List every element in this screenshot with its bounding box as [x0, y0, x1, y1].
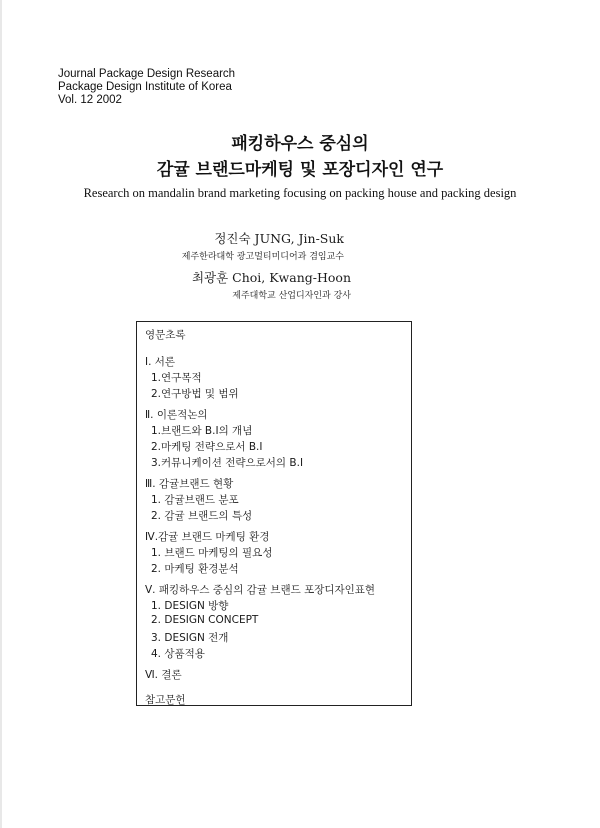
- toc-item: 2. 감귤 브랜드의 특성: [151, 510, 253, 522]
- toc-section-6: Ⅵ. 결론: [145, 669, 182, 681]
- toc-item: 1. 브랜드 마케팅의 필요성: [151, 547, 273, 559]
- toc-item: 1. DESIGN 방향: [151, 600, 229, 612]
- author-1-name: 정진숙 JUNG, Jin-Suk: [214, 231, 344, 246]
- author-2: [192, 268, 351, 301]
- author-2-affiliation: 제주대학교 산업디자인과 강사: [232, 291, 351, 301]
- journal-name: Journal Package Design Research: [58, 68, 236, 80]
- author-1: [182, 229, 344, 262]
- author-1-affiliation: 제주한라대학 광고멀티미디어과 겸임교수: [181, 252, 344, 262]
- toc-section-2: Ⅱ. 이론적논의: [145, 409, 208, 421]
- title-korean-line1: 패킹하우스 중심의: [231, 134, 369, 154]
- journal-volume: Vol. 12 2002: [58, 94, 122, 106]
- toc-section-3: Ⅲ. 감귤브랜드 현황: [145, 478, 234, 490]
- toc-item: 1. 감귤브랜드 분포: [151, 494, 239, 506]
- toc-section-5: Ⅴ. 패킹하우스 중심의 감귤 브랜드 포장디자인표현: [145, 584, 376, 596]
- toc-item: 2. DESIGN CONCEPT: [151, 614, 259, 626]
- toc-section-4: Ⅳ.감귤 브랜드 마케팅 환경: [145, 531, 270, 543]
- toc-item: 2. 마케팅 환경분석: [151, 563, 239, 575]
- toc-references: 참고문헌: [145, 694, 186, 706]
- toc-section-1: Ⅰ. 서론: [145, 356, 176, 368]
- journal-info: [58, 68, 235, 107]
- journal-publisher: Package Design Institute of Korea: [58, 81, 232, 93]
- toc-item: 3.커뮤니케이션 전략으로서의 B.I: [151, 457, 304, 469]
- toc-item: 2.마케팅 전략으로서 B.I: [151, 441, 263, 453]
- author-2-name: 최광훈 Choi, Kwang-Hoon: [191, 270, 351, 285]
- toc-heading: 영문초록: [145, 329, 186, 341]
- toc-item: 1.브랜드와 B.I의 개념: [151, 425, 253, 437]
- toc-item: 4. 상품적용: [151, 648, 205, 660]
- title-english: Research on mandalin brand marketing focusing on packing house and packing design: [83, 186, 517, 200]
- title-korean-line2: 감귤 브랜드마케팅 및 포장디자인 연구: [156, 160, 444, 180]
- toc-item: 2.연구방법 및 범위: [151, 388, 239, 400]
- toc-item: 3. DESIGN 전개: [151, 632, 229, 644]
- toc-item: 1.연구목적: [151, 372, 202, 384]
